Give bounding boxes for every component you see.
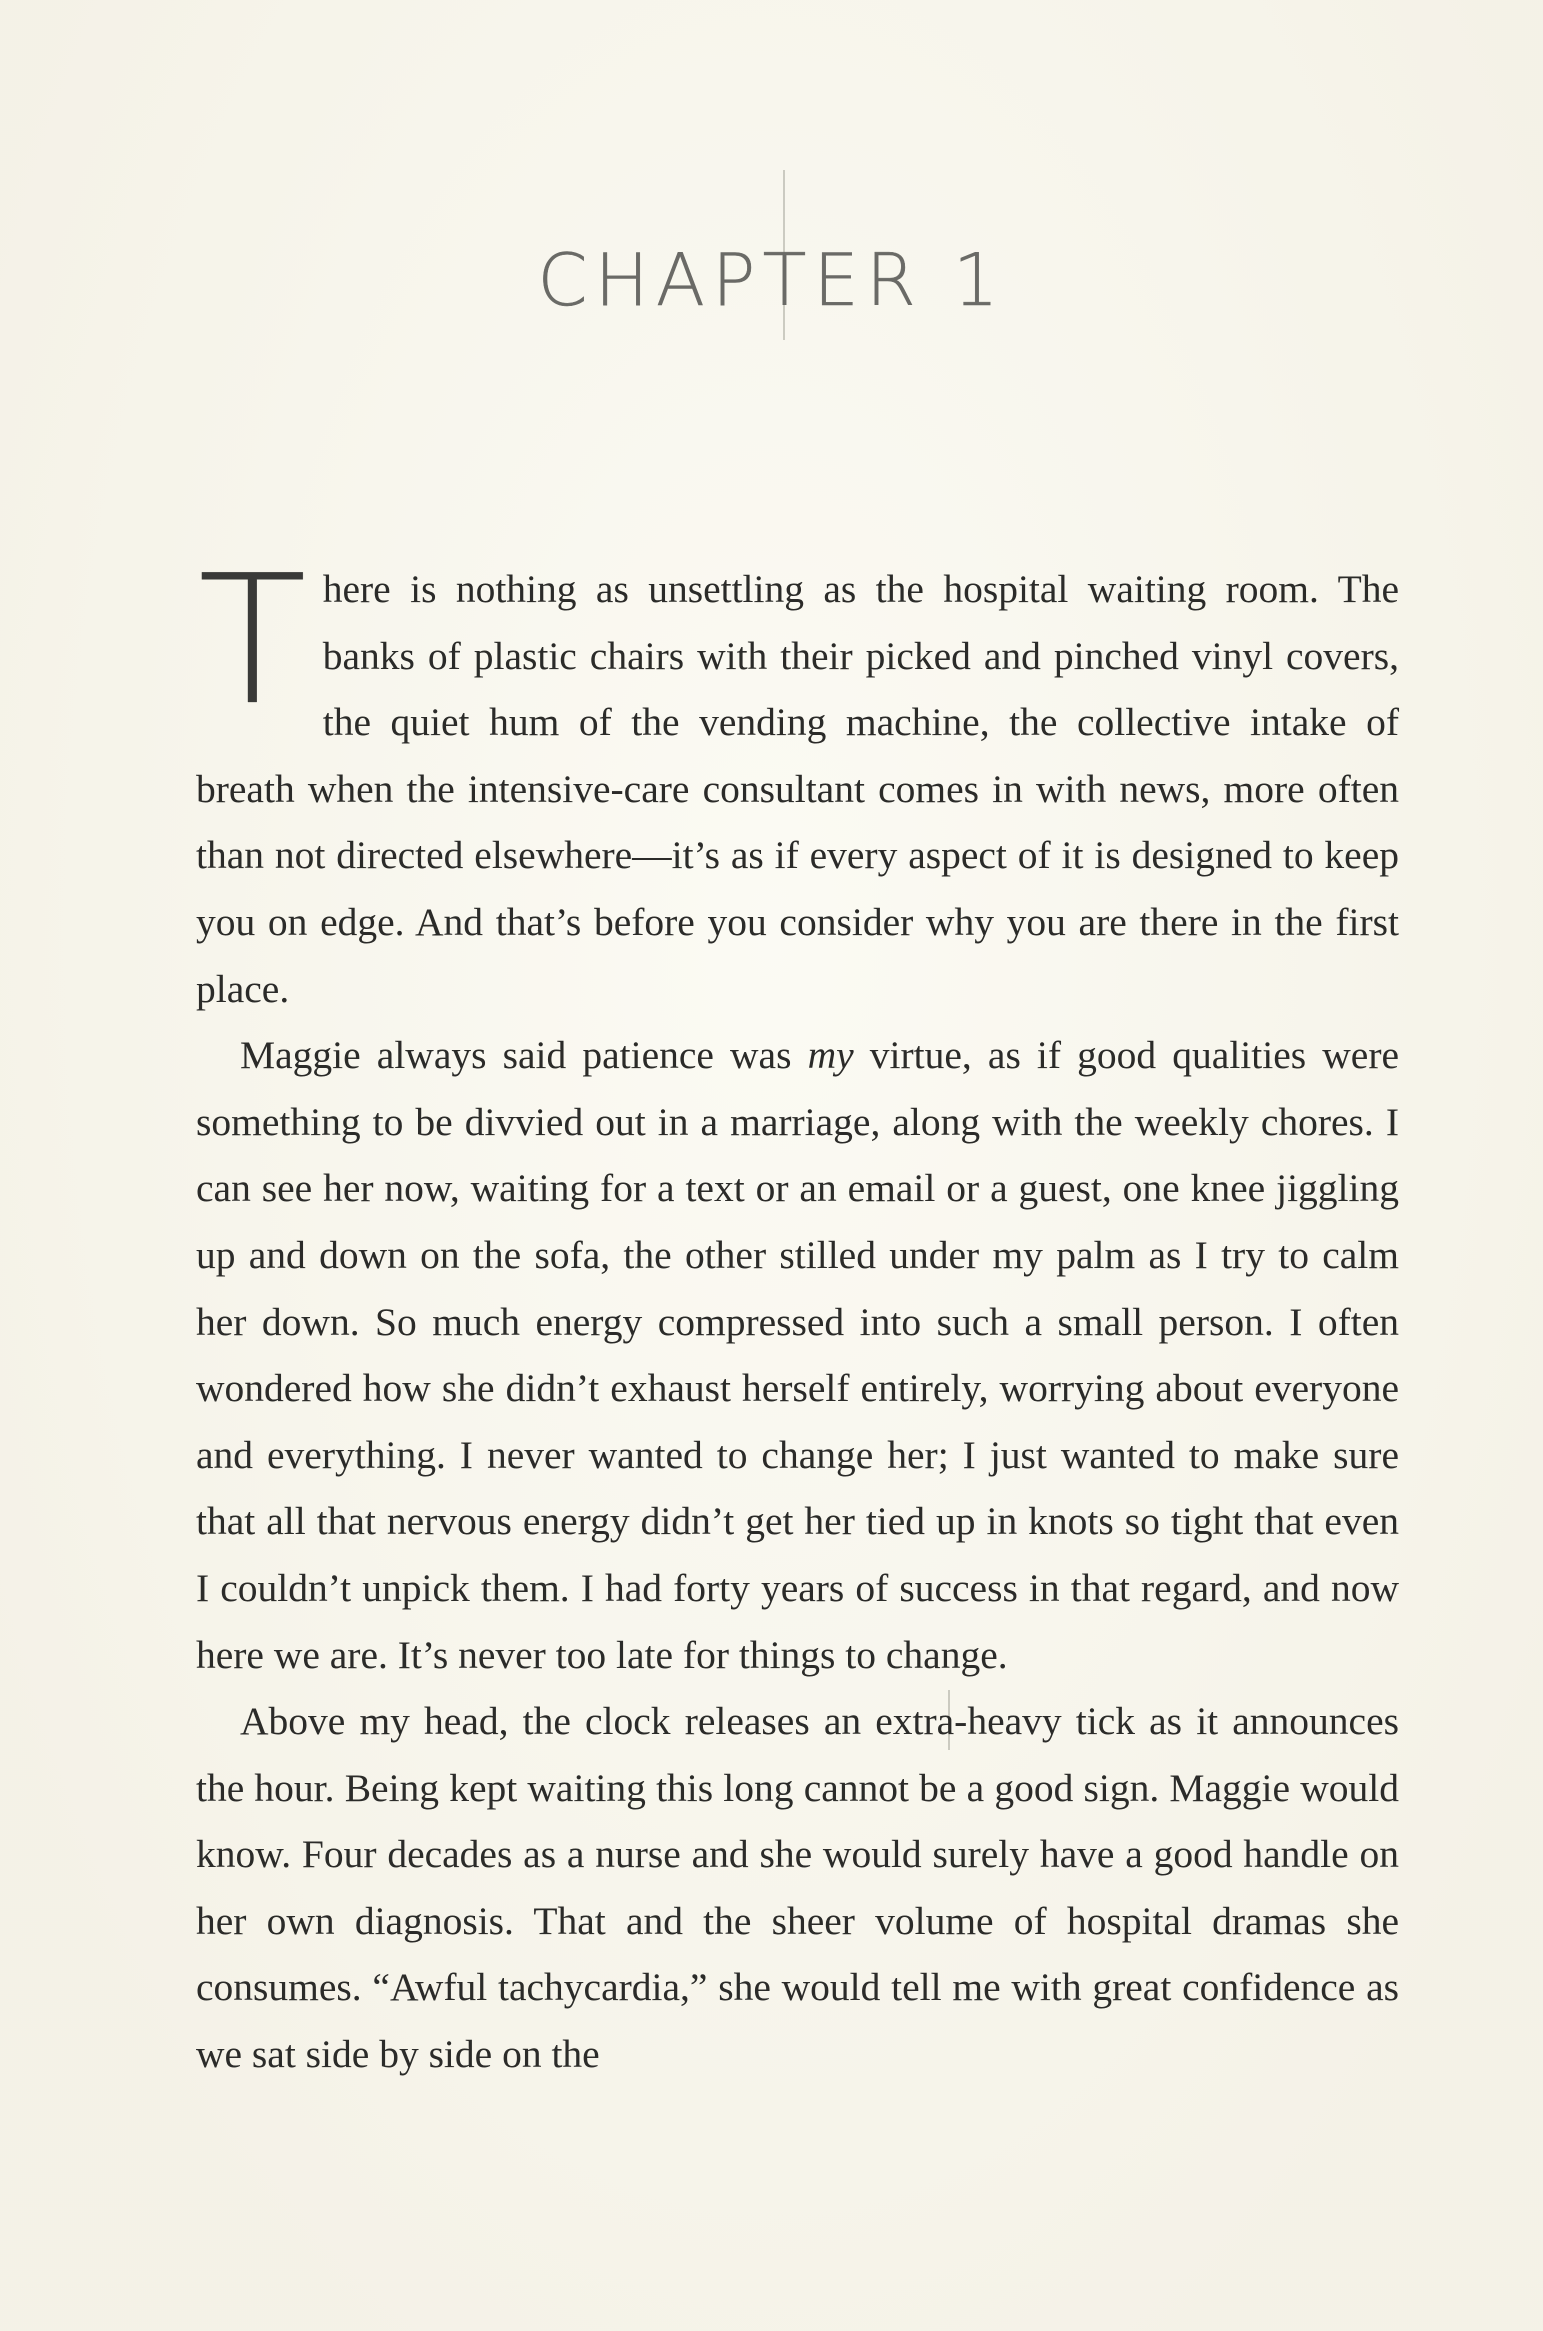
paragraph-3	[196, 1688, 1399, 2088]
paragraph-1-text: here is nothing as unsettling as the hospital waiting room. The banks of plastic chairs with their picked and pinched vinyl covers, the quiet hum of the vending machine, the collective intake of breath when the intensive-care consultant comes in with news, more often than not directed elsewhere—it’s as if every aspect of it is designed to keep you on edge. And that’s before you consider why you are there in the first place.	[196, 567, 1399, 1011]
paragraph-1	[196, 537, 1399, 1022]
emphasized-word: my	[807, 1033, 854, 1078]
drop-cap: T	[198, 537, 307, 744]
paragraph-2	[196, 1022, 1399, 1688]
body-text	[196, 537, 1399, 2088]
paragraph-2-text-start: Maggie always said patience was	[240, 1033, 808, 1078]
paragraph-3-text: Above my head, the clock releases an extra-heavy tick as it announces the hour. Being kept waiting this long cannot be a good sign. Maggie would know. Four decades as a nurse and she would surely have a good handle on her own diagnosis. That and the sheer volume of hospital dramas she consumes. “Awful tachycardia,” she would tell me with great confidence as we sat side by side on the	[196, 1699, 1399, 2077]
paragraph-2-text-end: virtue, as if good qualities were something to be divvied out in a marriage, along with the weekly chores. I can see her now, waiting for a text or an email or a guest, one knee jiggling up and down on the sofa, the other stilled under my palm as I try to calm her down. So much energy compressed into such a small person. I often wondered how she didn’t exhaust herself entirely, worrying about everyone and everything. I never wanted to change her; I just wanted to make sure that all that nervous energy didn’t get her tied up in knots so tight that even I couldn’t unpick them. I had forty years of success in that regard, and now here we are. It’s never too late for things to change.	[196, 1033, 1399, 1677]
chapter-title: CHAPTER 1	[537, 238, 1006, 322]
